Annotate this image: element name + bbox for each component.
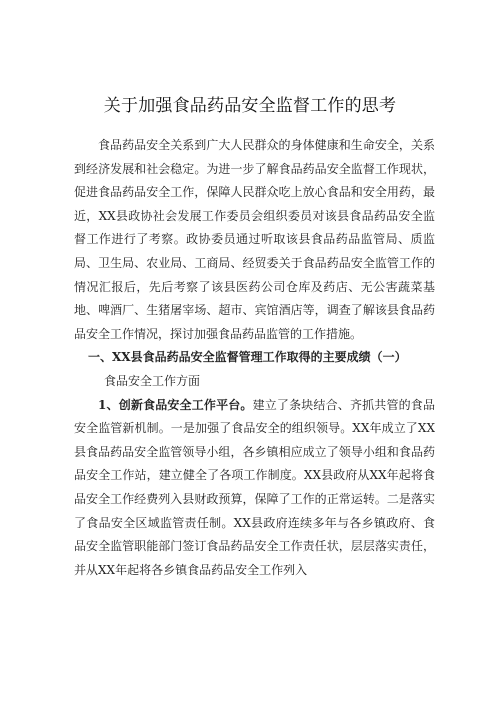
- body-paragraph: [74, 394, 435, 583]
- document-body: [74, 134, 435, 582]
- paragraph-body: 建立了条块结合、齐抓共管的食品安全监管新机制。一是加强了食品安全的组织领导。XX年成立了XX县食品药品安全监管领导小组，各乡镇相应成立了领导小组和食品药品安全工作站，建立健全了各项工作制度。XX县政府从XX年起将食品安全工作经费列入县财政预算，保障了工作的正常运转。二是落实了食品安全区域监管责任制。XX县政府连续多年与各乡镇政府、食品安全监管职能部门签订食品药品安全工作责任状，层层落实责任，并从XX年起将各乡镇食品药品安全工作列入: [74, 397, 435, 577]
- subsection-heading: 食品安全工作方面: [104, 373, 201, 388]
- intro-paragraph: 食品药品安全关系到广大人民群众的身体健康和生命安全，关系到经济发展和社会稳定。为进一步了解食品药品安全监督工作现状，促进食品药品安全工作，保障人民群众吃上放心食品和安全用药，最近，XX县政协社会发展工作委员会组织委员对该县食品药品安全监督工作进行了考察。政协委员通过听取该县食品药品监管局、质监局、卫生局、农业局、工商局、经贸委关于食品药品安全监管工作的情况汇报后，先后考察了该县医药公司仓库及药店、无公害蔬菜基地、啤酒厂、生猪屠宰场、超市、宾馆酒店等，调查了解该县食品药品安全工作情况，探讨加强食品药品监管的工作措施。: [74, 138, 435, 341]
- section-heading: 一、XX县食品药品安全监督管理工作取得的主要成绩（一）: [88, 350, 407, 365]
- paragraph-lead: 1、创新食品安全工作平台。: [98, 397, 253, 412]
- document-title: 关于加强食品药品安全监督工作的思考: [103, 96, 397, 116]
